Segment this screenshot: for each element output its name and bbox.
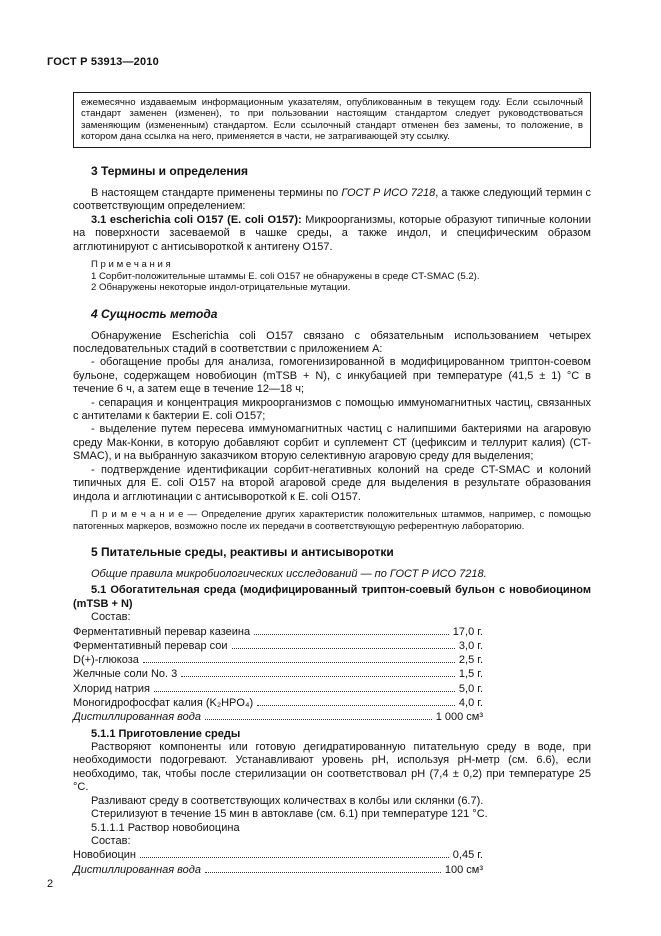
dot-leader <box>181 668 455 677</box>
content <box>73 164 591 877</box>
method-step-3: - выделение путем пересева иммуномагнитных частиц с налипшими бактериями на агаровую среду Мак-Конки, в которую добавляют сорбит и суплемент СТ (цефиксим и теллурит калия) (CT-SMAC), и на выбранную заказчиком вторую селективную агаровую среду для выделения; <box>73 423 591 463</box>
terms-intro-tail: , а также следующий термин с соответствующим определением: <box>73 186 592 213</box>
ingredient-value: 5,0 г. <box>458 682 483 695</box>
dot-leader <box>140 849 449 858</box>
ingredient-value: 1,5 г. <box>458 668 483 681</box>
ingredient-name: D(+)-глюкоза <box>73 654 139 667</box>
ingredient-row <box>73 625 483 639</box>
note-item-1: 1 Сорбит-положительные штаммы E. coli O157 не обнаружены в среде CT-SMAC (5.2). <box>91 270 480 282</box>
ingredient-value: 1 000 см³ <box>435 711 483 724</box>
page-body <box>73 92 591 877</box>
prep-paragraph-3: Стерилизуют в течение 15 мин в автоклаве (см. 6.1) при температуре 121 °С. <box>91 808 488 821</box>
section-4-heading: 4 Сущность метода <box>91 307 218 322</box>
composition-label-2: Состав: <box>91 834 131 847</box>
method-note: П р и м е ч а н и е — Определение других характеристик положительных штаммов, например, с помощью патогенных маркеров, возможно после их передачи в соответствующую референтную лабораторию. <box>73 508 591 532</box>
terms-intro-reference: ГОСТ Р ИСО 7218 <box>341 186 436 199</box>
dot-leader <box>205 711 432 720</box>
method-step-4: - подтверждение идентификации сорбит-негативных колоний на среде CT-SMAC и колоний типичных для E. coli O157 на второй агаровой среде для выделения в результате образования индола и агглютинации с антисывороткой к E. coli O157. <box>73 463 591 503</box>
ingredient-name: Желчные соли No. 3 <box>73 668 178 681</box>
ingredient-row <box>73 667 483 681</box>
ingredient-name: Дистиллированная вода <box>73 711 201 724</box>
ingredient-value: 17,0 г. <box>452 625 483 638</box>
notes-block <box>73 259 591 294</box>
term-definition-paragraph <box>73 214 591 254</box>
dot-leader <box>205 864 441 873</box>
composition-label: Состав: <box>91 611 131 624</box>
ingredient-value: 2,5 г. <box>458 654 483 667</box>
terms-intro-text: В настоящем стандарте применены термины по <box>91 186 342 199</box>
prep-paragraph-1: Растворяют компоненты или готовую дегидратированную питательную среду в воде, при необходимости подогревают. Устанавливают уровень pH, используя pH-метр (см. 6.6), если необходимо, так, чтобы после стерилизации он соответствовал pH (7,4 ± 0,2) при температуре 25 °С. <box>73 741 591 794</box>
composition-list-2 <box>73 848 591 877</box>
ingredient-name: Ферментативный перевар казеина <box>73 625 251 638</box>
terms-intro-paragraph <box>73 187 591 214</box>
ingredient-name: Новобиоцин <box>73 849 136 862</box>
dot-leader <box>257 697 455 706</box>
ingredient-row <box>73 639 483 653</box>
ingredient-row <box>73 682 483 696</box>
ingredient-value: 0,45 г. <box>452 849 483 862</box>
general-rules-note: Общие правила микробиологических исследований — по ГОСТ Р ИСО 7218. <box>91 567 487 580</box>
subsection-5-1-1-1-heading: 5.1.1.1 Раствор новобиоцина <box>91 821 240 834</box>
method-intro: Обнаружение Escherichia coli O157 связано с обязательным использованием четырех последовательных стадий в соответствии с приложением А: <box>73 329 591 356</box>
method-step-2: - сепарация и концентрация микроорганизмов с помощью иммуномагнитных частиц, связанных с антителами к бактерии E. coli O157; <box>73 396 591 423</box>
ingredient-name: Дистиллированная вода <box>73 863 201 876</box>
dot-leader <box>232 640 455 649</box>
term-lead: 3.1 escherichia coli O157 (E. coli O157): <box>91 213 302 226</box>
ingredient-value: 100 см³ <box>444 863 483 876</box>
ingredient-row <box>73 710 483 724</box>
notice-text: ежемесячно издаваемым информационным указателям, опубликованным в текущем году. Если ссылочный стандарт заменен (изменен), то при пользовании настоящим стандартом следует руководствоваться заменяющим (измененным) стандартом. Если ссылочный стандарт отменен без замены, то положение, в котором дана ссылка на него, применяется в части, не затрагивающей эту ссылку. <box>81 97 583 142</box>
notes-label: П р и м е ч а н и я <box>91 258 171 270</box>
notice-box <box>73 92 591 148</box>
ingredient-value: 4,0 г. <box>458 697 483 710</box>
subsection-5-1-heading: 5.1 Обогатительная среда (модифицированный триптон-соевый бульон с новобиоцином (mTSB + N) <box>73 584 591 610</box>
method-step-1: - обогащение пробы для анализа, гомогенизированной в модифицированном триптон-соевом бульоне, содержащем новобиоцин (mTSB + N), с инкубацией при температуре (41,5 ± 1) °С в течение 6 ч, а затем еще в течение 12—18 ч; <box>73 356 591 396</box>
ingredient-name: Моногидрофосфат калия (K₂HPO₄) <box>73 697 254 710</box>
doc-code: ГОСТ Р 53913—2010 <box>47 56 159 68</box>
ingredient-name: Хлорид натрия <box>73 682 150 695</box>
ingredient-row <box>73 653 483 667</box>
dot-leader <box>154 683 455 692</box>
subsection-5-1-1-heading: 5.1.1 Приготовление среды <box>91 727 241 740</box>
dot-leader <box>254 626 449 635</box>
dot-leader <box>143 654 455 663</box>
prep-paragraph-2: Разливают среду в соответствующих количествах в колбы или склянки (6.7). <box>91 794 484 807</box>
ingredient-row <box>73 848 483 862</box>
term-body: Микроорганизмы, которые образуют типичные колонии на поверхности засеваемой в чашке среды, а также индол, и специфическим образом агглютинируют с антисывороткой к антигену O157. <box>73 213 592 253</box>
note-item-2: 2 Обнаружены некоторые индол-отрицательные мутации. <box>91 282 351 294</box>
ingredient-row <box>73 863 483 877</box>
section-3-heading: 3 Термины и определения <box>91 164 249 179</box>
ingredient-name: Ферментативный перевар сои <box>73 639 228 652</box>
section-5-heading: 5 Питательные среды, реактивы и антисыворотки <box>91 545 394 560</box>
ingredient-value: 3,0 г. <box>458 639 483 652</box>
composition-list <box>73 625 591 725</box>
page-number: 2 <box>47 878 54 890</box>
ingredient-row <box>73 696 483 710</box>
